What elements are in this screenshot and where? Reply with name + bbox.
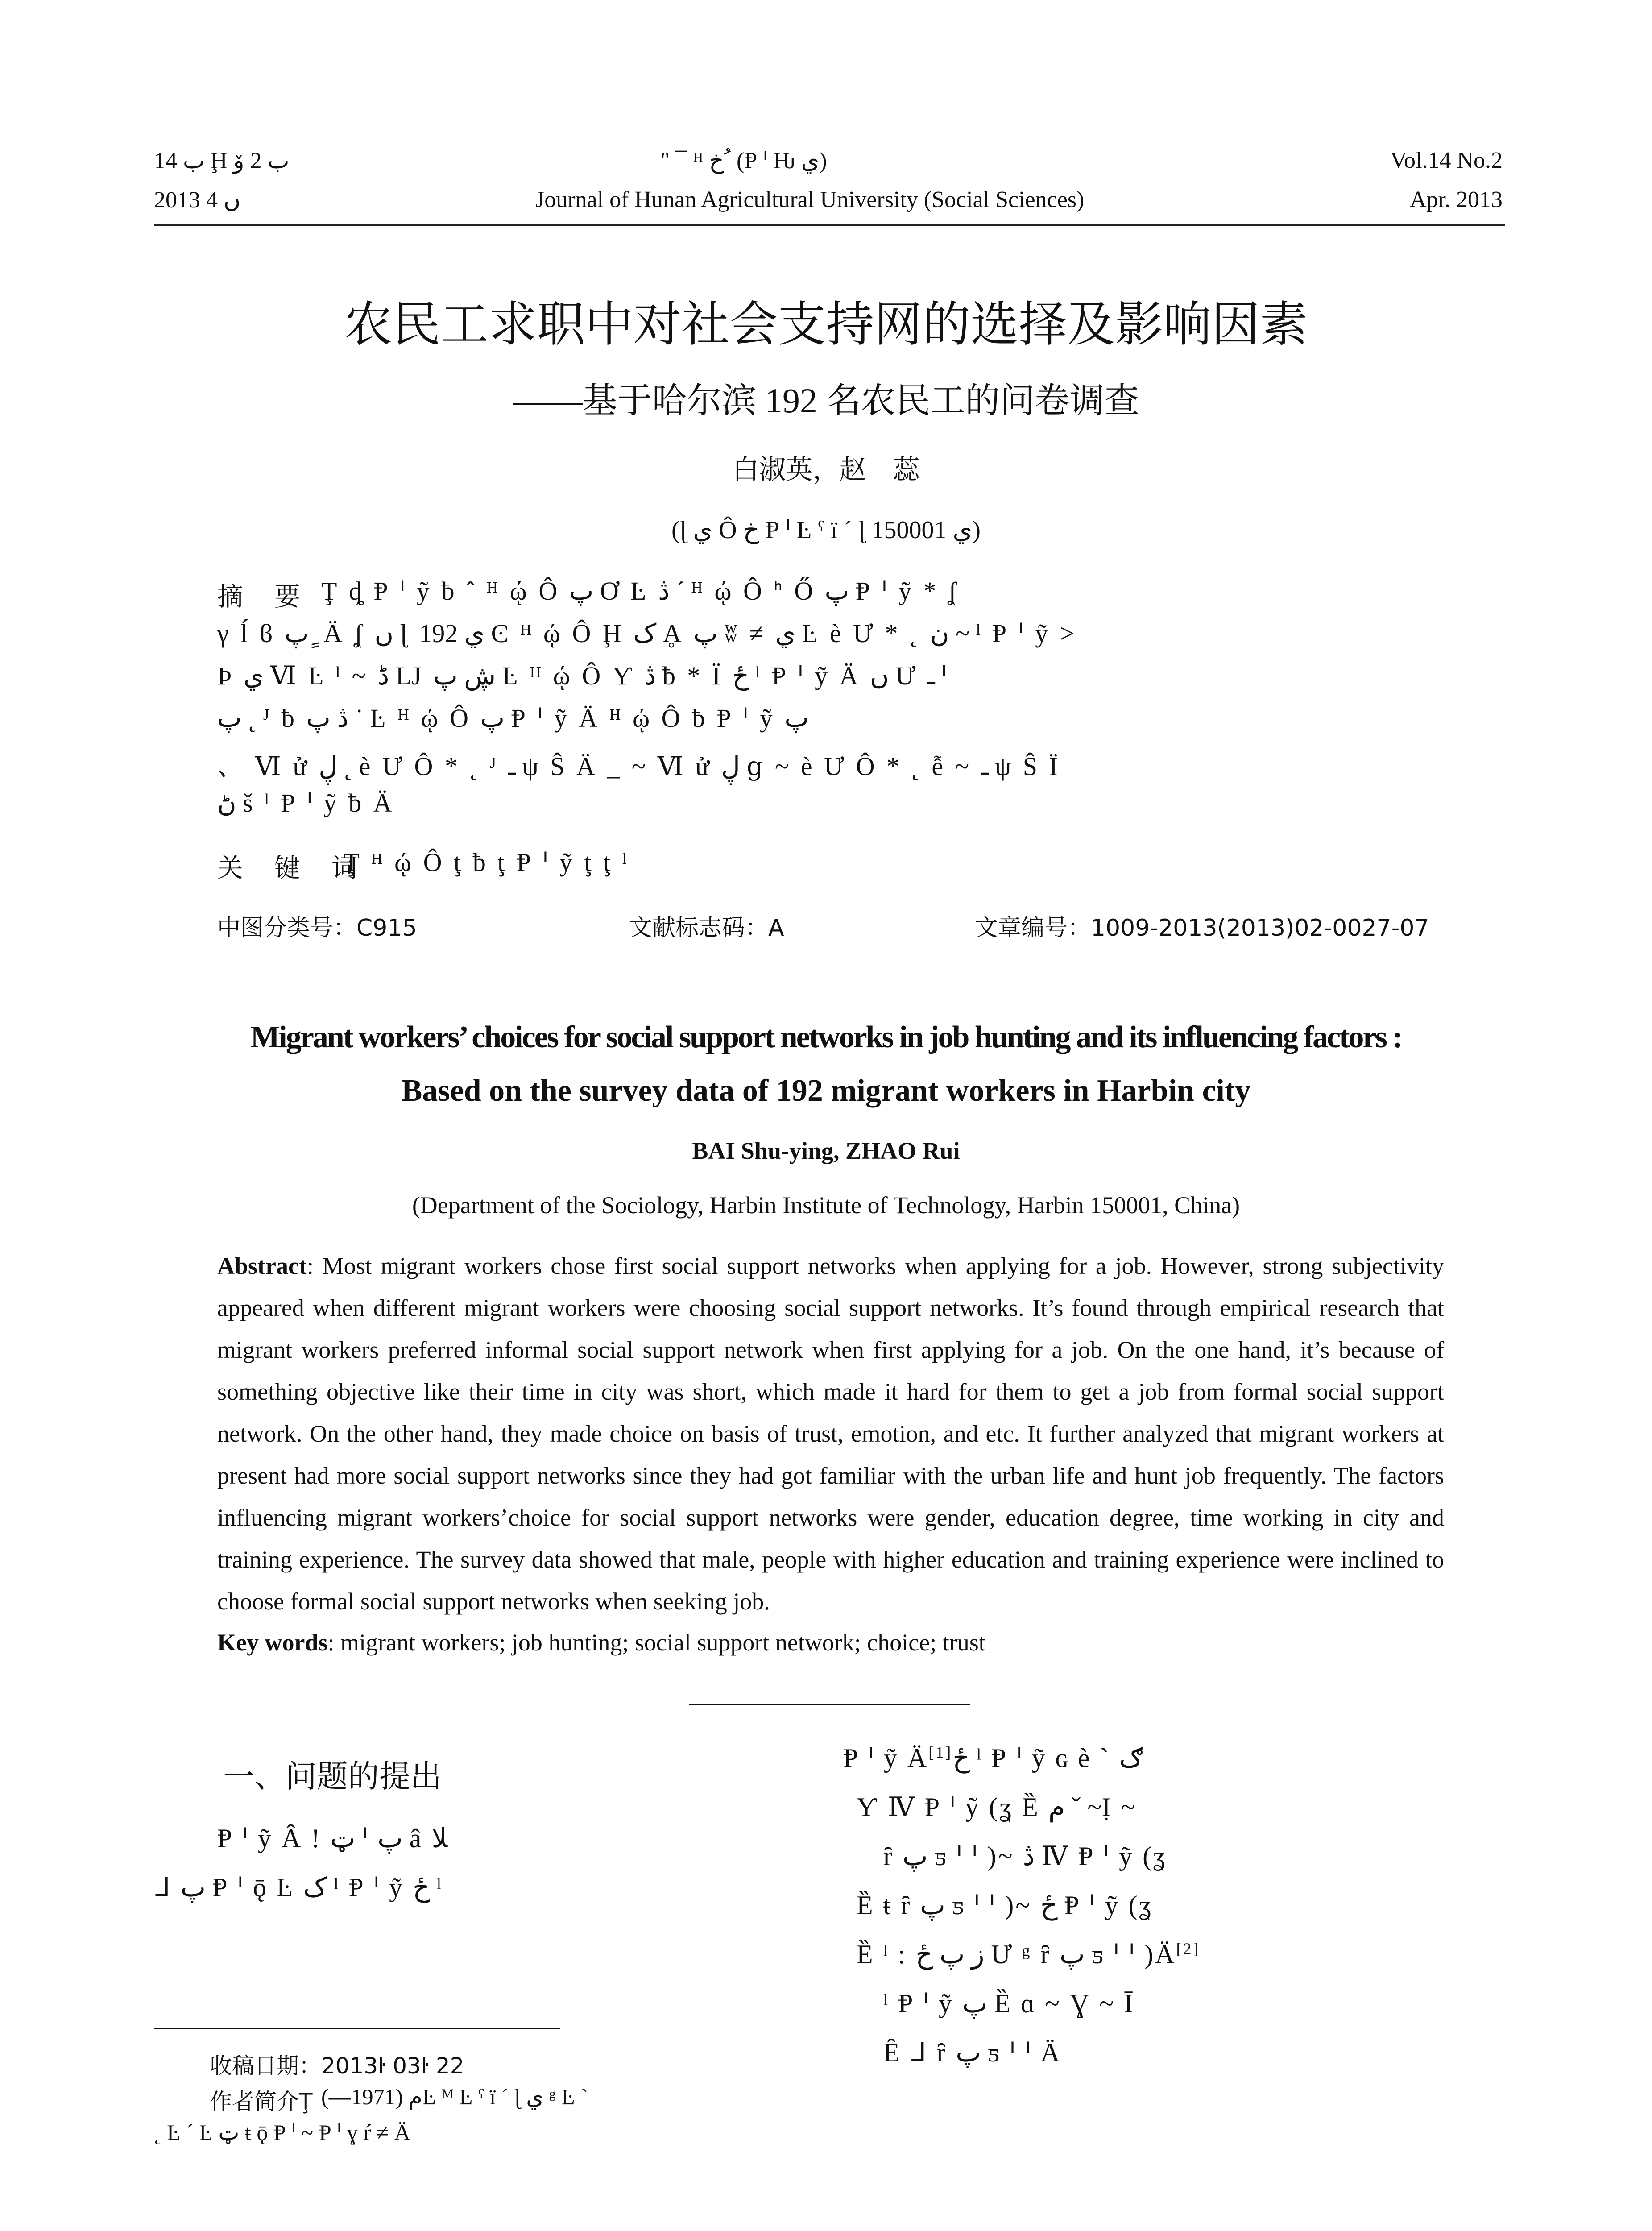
author-intro-text: ˛ Ŀ ´ Ŀ ټ ŧ ǭ Ᵽ ᑊ ~ Ᵽ ᑊ ɣ ŕ ≠ Ä [154, 2120, 410, 2145]
clc-number: 中图分类号：C915 [217, 915, 417, 941]
keywords-en-label: Key words [217, 1629, 328, 1656]
paper-title-cn: 农民工求职中对社会支持网的选择及影响因素 [344, 297, 1308, 352]
journal-volume-en: Vol.14 No.2 [1390, 148, 1503, 173]
body-line: Ȇ ᒧ ȓ پ ƽ ᑊ ᑊ Ä [883, 2038, 1062, 2067]
body-line: Ȅ ŧ ȓ پ ƽ ᑊ ᑊ )~ ځ Ᵽ ᑊ ỹ (ʓ [857, 1891, 1153, 1920]
body-line: Ᵽ ᑊ ỹ Ä[1]ځ ˡ Ᵽ ᑊ ỹ ɢ è ˋ ګ [843, 1743, 1143, 1773]
author-intro-label: 作者简介Ţ [210, 2089, 313, 2115]
abstract-en-text: : Most migrant workers chose first social support networks when applying for a job. However, strong subjectivity appeared when different migrant workers were choosing social support networks. It’s found through empirical research that migrant workers preferred informal social support network when first applying for a job. On the one hand, it’s because of something objective like their time in city was short, which made it hard for them to get a job from formal social support network. On the other hand, they made choice on basis of trust, emotion, and etc. It further analyzed that migrant workers at present had more social support networks since they had got familiar with the urban life and hunt job frequently. The factors influencing migrant workers’choice for social support networks were gender, education degree, time working in city and training experience. The survey data showed that male, people with higher education and training experience were inclined to choose formal social support networks when seeking job. [217, 1252, 1444, 1615]
paper-subtitle-cn: ——基于哈尔滨 192 名农民工的问卷调查 [513, 381, 1139, 420]
journal-date-en: Apr. 2013 [1410, 187, 1503, 212]
keywords-cn-label: 关 键 词 [217, 853, 360, 883]
paper-title-en: Migrant workers’ choices for social support networks in job hunting and its influencing factors : [250, 1020, 1402, 1054]
keywords-cn-text: Ţ ᴴ ῴ Ô ţ ƀ ţ Ᵽ ᑊ ỹ ţ ţ ˡ [344, 848, 629, 877]
journal-name-cn: " ¯ ᴴ خ ُ (Ᵽ ᑊ Ƕ ي) [660, 148, 827, 174]
authors-en: BAI Shu-ying, ZHAO Rui [692, 1137, 960, 1164]
abstract-cn-line: Ϸ ي Ⅵ Ŀ ˡ ~ ڈ Ǉ ڜ پ Ŀ ᴴ ῴ Ô Ƴ ڎ ƀ * Ї ځ ˡ Ᵽ ᑊ ỹ Ä ں Ư ـ ᑊ [217, 661, 949, 690]
header-rule [154, 224, 1505, 226]
abstract-en-label: Abstract [217, 1252, 307, 1279]
abstract-cn-line: ڻ š ˡ Ᵽ ᑊ ỹ ƀ Ä [217, 788, 395, 817]
article-number: 文章编号：1009-2013(2013)02-0027-07 [975, 915, 1429, 941]
body-line: Ȅ ˡ : ز پ ځ Ư ᵍ ȓ پ ƽ ᑊ ᑊ )Ä[2] [857, 1940, 1201, 1969]
body-line: Ƴ Ⅳ Ᵽ ᑊ ỹ (ʓ Ȅ ﻡ ˇ ~Ị ~ [857, 1792, 1137, 1822]
received-date: 收稿日期：2013ŀ 03ŀ 22 [210, 2053, 464, 2079]
citation-ref[interactable]: [1] [928, 1743, 953, 1761]
keywords-en [217, 1629, 985, 1656]
author-intro-text: ﻡ (1971—)Ŀ ᴹ Ŀ ˤ ї ´ ɭ ي ᵍ Ŀ ˋ [321, 2084, 588, 2109]
abstract-cn-line: γ ĺ ϐ پ ٍ Ä ʆ ں ɭ ي 192 Ͼ ᴴ ῴ Ô Ḩ ک Ḁ پ ʬ ≠ ي Ŀ è Ư * ˛ ن ~ ˡ Ᵽ ᑊ ỹ > [217, 619, 1077, 648]
affiliation-cn: (ɭ ي Ô خ Ᵽ ᑊ Ŀ ˤ ї ´ ɭ ي 150001) [671, 516, 981, 544]
section-divider [689, 1704, 970, 1705]
body-line: ᒧ پ Ᵽ ᑊ ǭ Ŀ ک ˡ Ᵽ ᑊ ỹ ځ ˡ [154, 1873, 443, 1902]
authors-cn: 白淑英，赵 蕊 [732, 454, 920, 485]
body-line: ˡ Ᵽ ᑊ ỹ پ Ȅ ɑ ~ Ɣ ~ Ī [883, 1989, 1135, 2018]
citation-ref[interactable]: [2] [1176, 1940, 1201, 1957]
document-code: 文献标志码：A [629, 915, 784, 941]
abstract-cn-line: Ţ ȡ Ᵽ ᑊ ỹ ƀ ˆ ᴴ ῴ Ô پ Ơ Ŀ ڎ ´ ᴴ ῴ Ô ᑋ Ő پ Ᵽ ᑊ ỹ * ʆ [321, 576, 960, 605]
journal-date-cn: 2013 ں 4 [154, 187, 241, 213]
keywords-en-text: : migrant workers; job hunting; social support network; choice; trust [327, 1629, 985, 1656]
abstract-cn-line: 、 Ⅵ ử ڸ ˛ è Ư Ô * ˛ ᴶ ـ ψ Ŝ Ä _ ~ Ⅵ ử ڸ ց ~ è Ư Ô * ˛ ễ ~ ـ ψ Ŝ Ї [217, 752, 1060, 781]
journal-volume-cn: ب 14 Ḩ ب 2 ۆ [154, 148, 290, 174]
body-line: ȓ پ ƽ ᑊ ᑊ )~ ڎ Ⅳ Ᵽ ᑊ ỹ (ʓ [883, 1841, 1167, 1871]
journal-name-en: Journal of Hunan Agricultural University (Social Sciences) [535, 187, 1085, 212]
body-line: Ᵽ ᑊ ỹ Â ǃ ټ ᑊ پ â ﻼ [217, 1824, 448, 1853]
abstract-en [217, 1245, 1444, 1622]
abstract-cn-line: پ ˛ ᴶ ƀ ڎ پ ˙ Ŀ ᴴ ῴ Ô پ Ᵽ ᑊ ỹ Ä ᴴ ῴ Ô ƀ Ᵽ ᑊ ỹ پ [217, 704, 809, 733]
paper-subtitle-en: Based on the survey data of 192 migrant workers in Harbin city [401, 1074, 1251, 1108]
abstract-cn-label: 摘 要 [217, 581, 303, 612]
section-heading: 一、问题的提出 [223, 1758, 442, 1795]
affiliation-en: (Department of the Sociology, Harbin Institute of Technology, Harbin 150001, China) [412, 1192, 1240, 1219]
footnote-rule [154, 2028, 560, 2029]
